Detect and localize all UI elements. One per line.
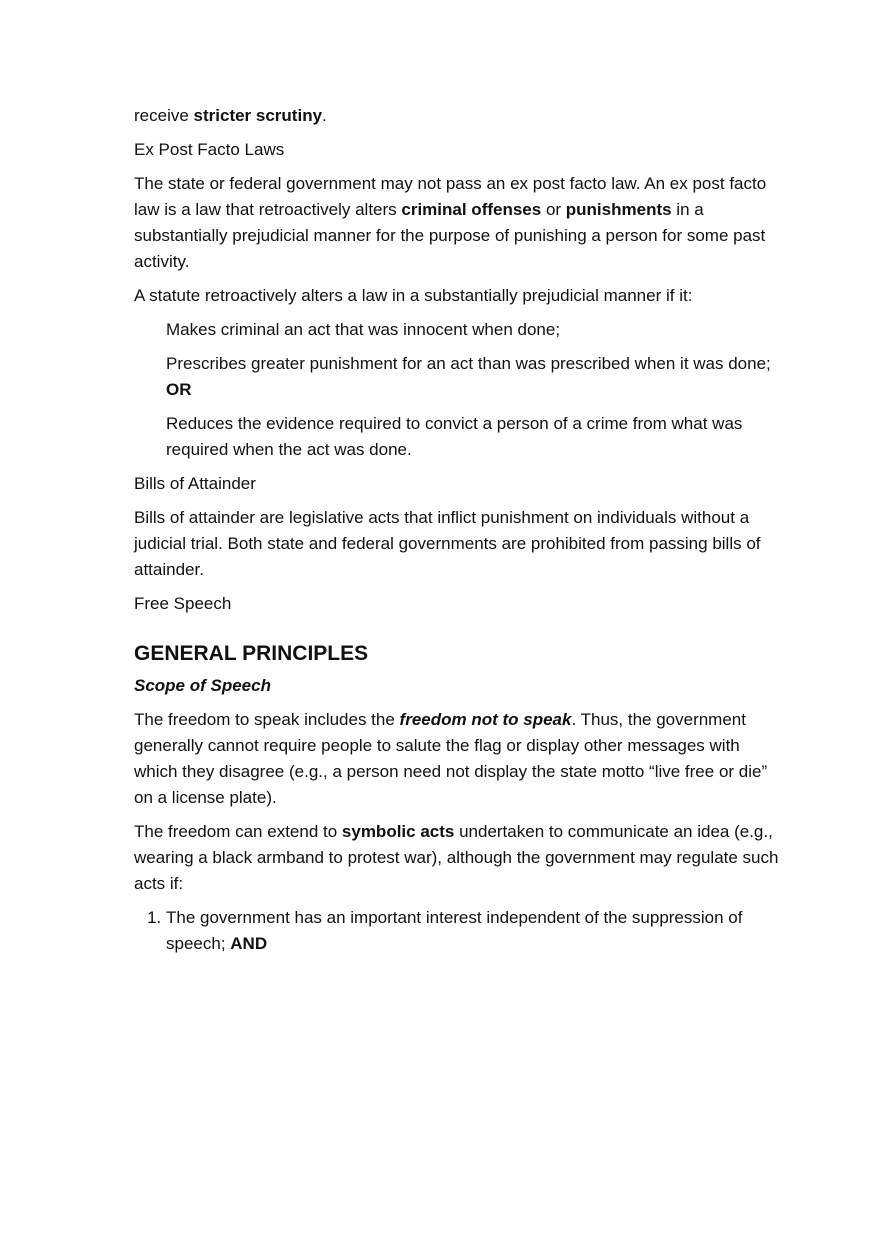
paragraph-bills-of-attainder: Bills of attainder are legislative acts that inflict punishment on individuals without a judicial trial. Both state and federal governments are prohibited from passing bills of attainder. — [134, 508, 761, 579]
heading-bills-of-attainder: Bills of Attainder — [134, 474, 256, 493]
document-page — [134, 103, 784, 957]
indented-item-2: Prescribes greater punishment for an act than was prescribed when it was done; OR — [166, 354, 771, 399]
paragraph-freedom-not-to-speak: The freedom to speak includes the freedom not to speak. Thus, the government generally cannot require people to salute the flag or display other messages with which they disagree (e.g., a person need not display the state motto “live free or die” on a license plate). — [134, 710, 768, 807]
heading-ex-post-facto: Ex Post Facto Laws — [134, 140, 285, 159]
bold-or: OR — [166, 380, 192, 399]
bold-and: AND — [230, 934, 268, 953]
heading-scope-of-speech: Scope of Speech — [134, 676, 271, 695]
bold-punishments: punishments — [565, 200, 672, 219]
numbered-list — [134, 905, 784, 957]
paragraph-symbolic-acts: The freedom can extend to symbolic acts undertaken to communicate an idea (e.g., wearing a black armband to protest war), although the government may regulate such acts if: — [134, 822, 779, 893]
indented-item-3: Reduces the evidence required to convict a person of a crime from what was required when the act was done. — [166, 414, 743, 459]
heading-general-principles: GENERAL PRINCIPLES — [134, 642, 369, 665]
bold-stricter-scrutiny: stricter scrutiny — [193, 106, 323, 125]
heading-free-speech: Free Speech — [134, 594, 232, 613]
bold-criminal-offenses: criminal offenses — [401, 200, 542, 219]
bold-italic-freedom-not-to-speak: freedom not to speak — [399, 710, 572, 729]
indented-item-1: Makes criminal an act that was innocent when done; — [166, 320, 561, 339]
list-item: 1. The government has an important interest independent of the suppression of speech; AND — [166, 905, 784, 957]
paragraph-stricter-scrutiny: receive stricter scrutiny. — [134, 106, 327, 125]
bold-symbolic-acts: symbolic acts — [341, 822, 455, 841]
paragraph-ex-post-facto: The state or federal government may not pass an ex post facto law. An ex post facto law is a law that retroactively alters criminal offenses or punishments in a substantially prejudicial manner for the purpose of punishing a person for some past activity. — [134, 174, 767, 271]
paragraph-statute: A statute retroactively alters a law in a substantially prejudicial manner if it: — [134, 286, 693, 305]
